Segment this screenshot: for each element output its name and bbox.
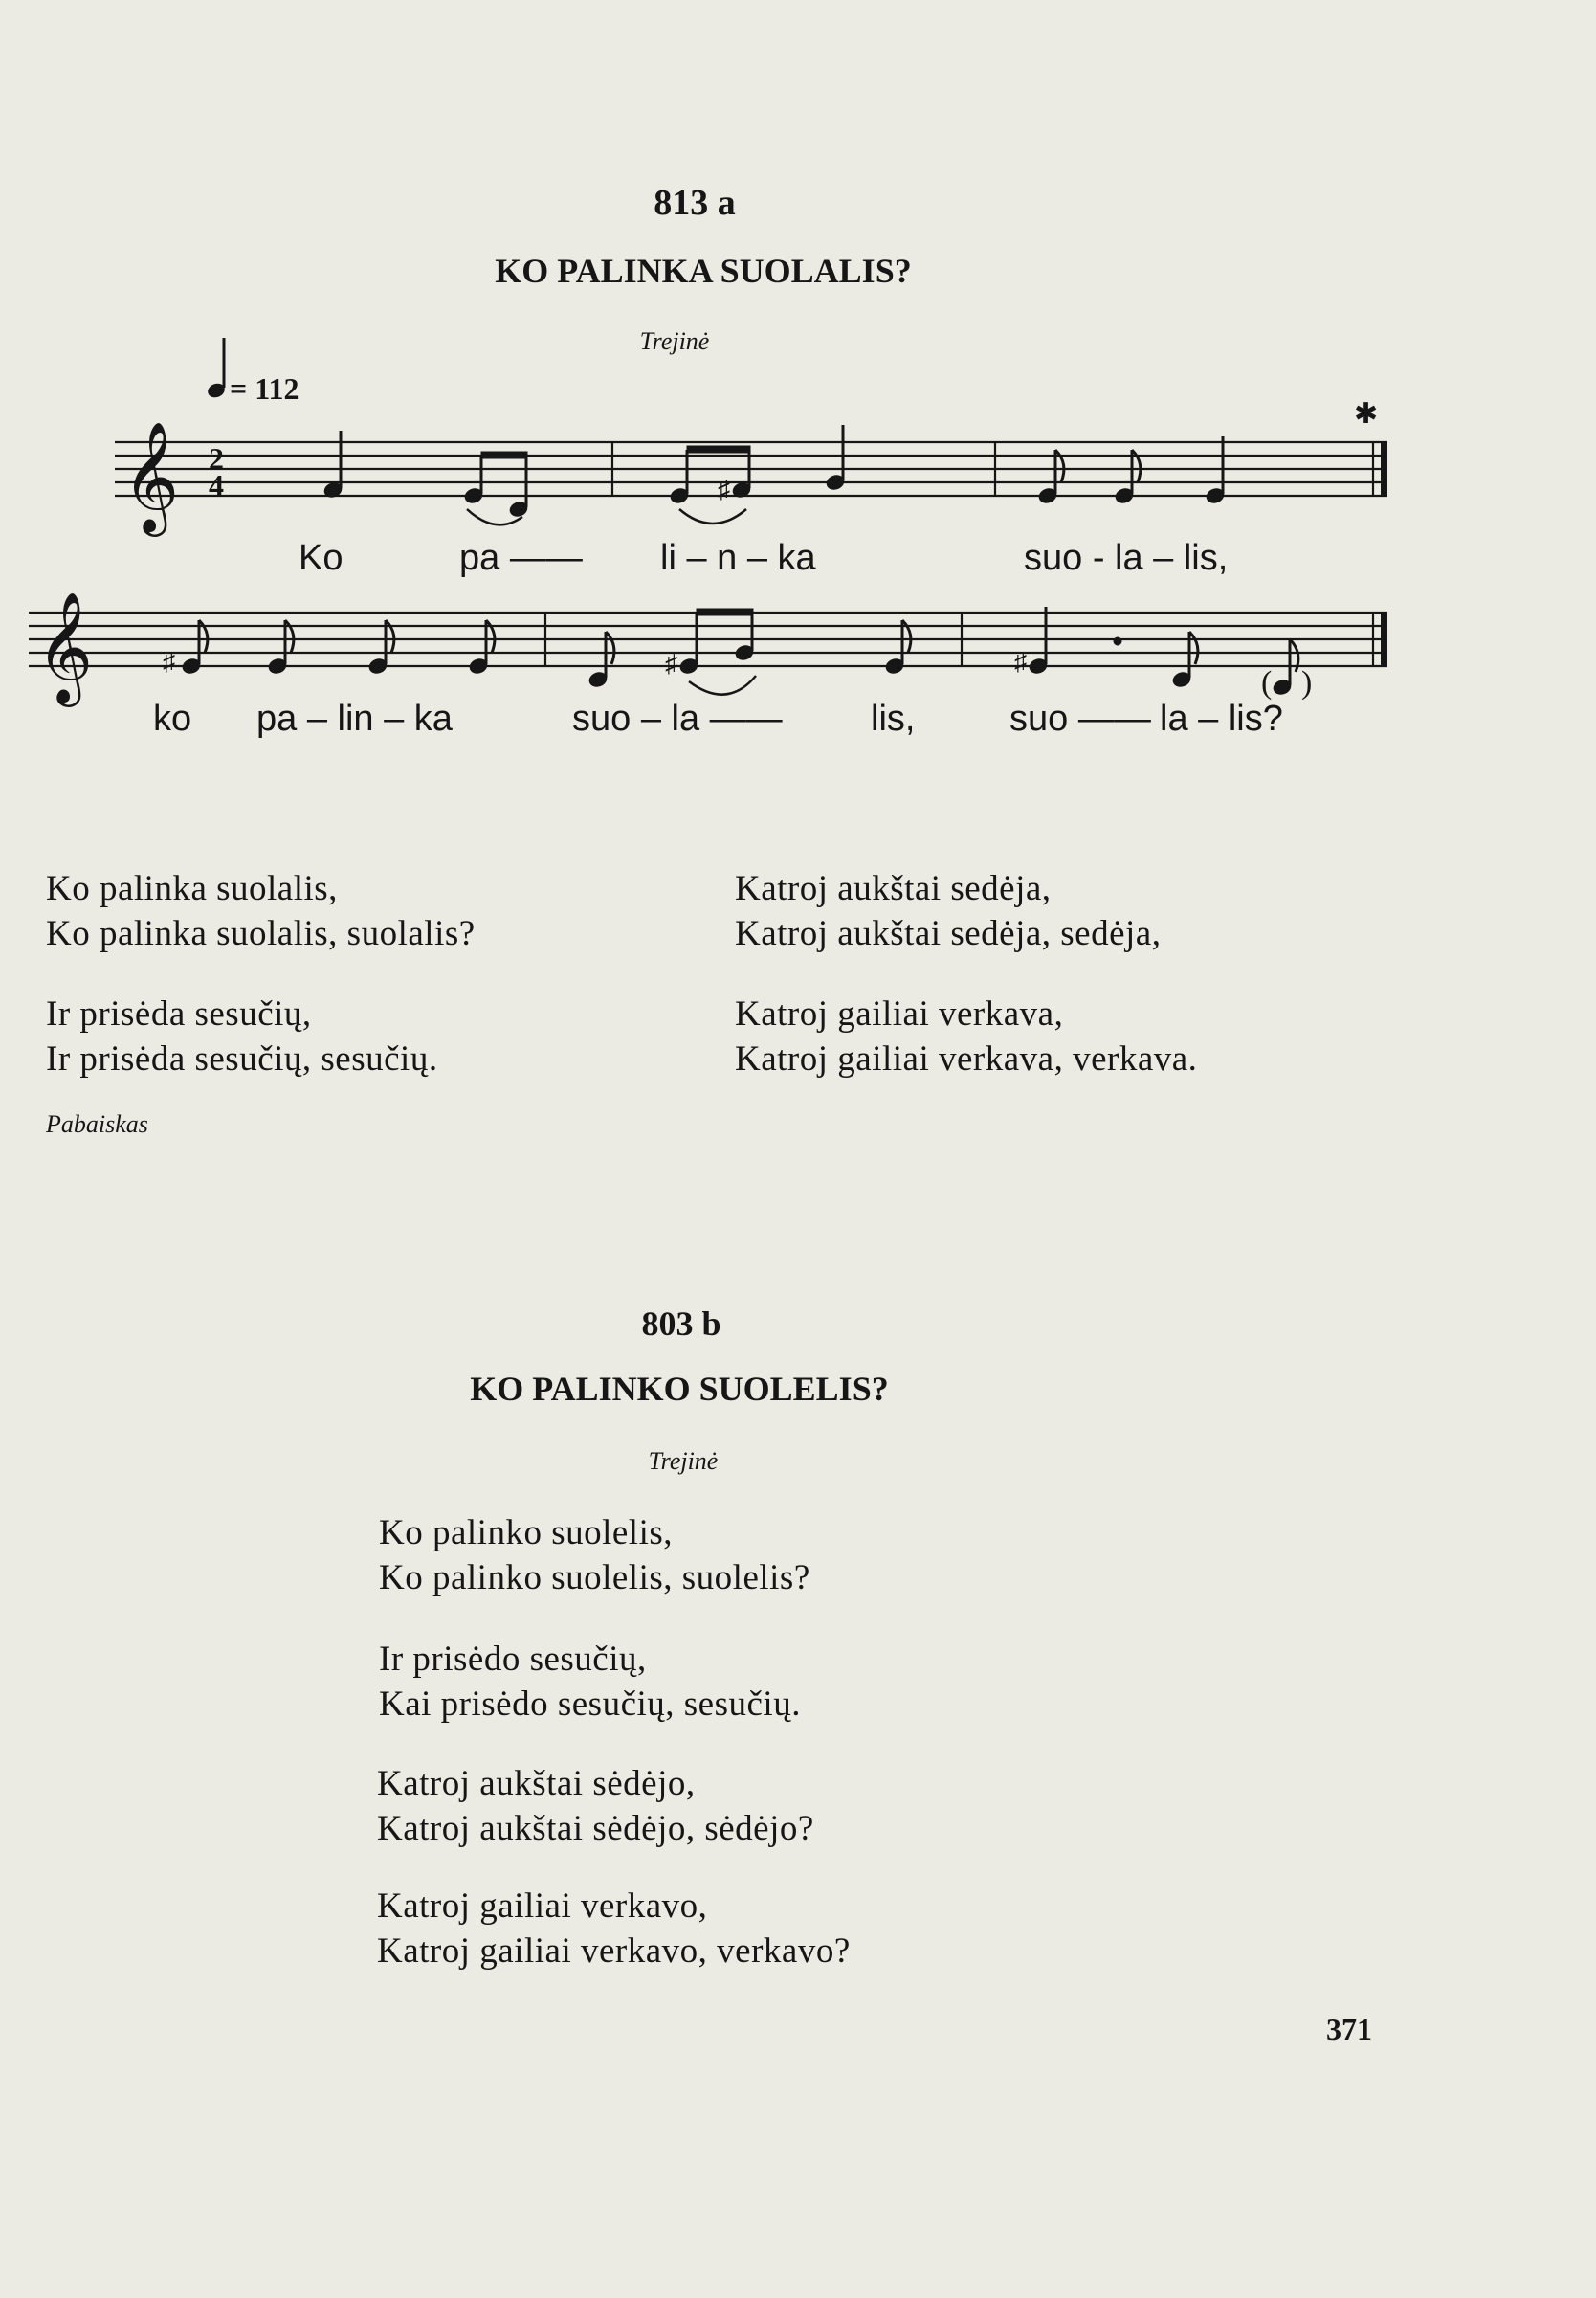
stanza-right-1 [735,866,1161,956]
verse-line: Katroj gailiai verkavo, [377,1886,708,1926]
svg-text:♯: ♯ [1014,648,1027,676]
lyric-syllable: suo – la —— [572,699,783,739]
music-staff-1 [105,402,1407,546]
tempo-mark: = 112 [230,371,299,406]
verse-line: Katroj gailiai verkavo, verkavo? [377,1931,851,1971]
treble-clef-icon: 𝄞 [36,594,94,701]
song-title: KO PALINKA SUOLALIS? [495,252,912,290]
stanza-1 [379,1510,810,1600]
song-number: 803 b [641,1305,721,1343]
verse-line: Ko palinko suolelis, [379,1513,674,1552]
verse-line: Ko palinka suolalis, suolalis? [46,914,476,953]
verse-line: Katroj gailiai verkava, [735,994,1064,1034]
time-sig-top: 2 [209,441,224,476]
verse-line: Ko palinko suolelis, suolelis? [379,1558,810,1597]
page-number: 371 [1326,2012,1372,2046]
song-subtitle: Trejinė [639,327,710,355]
svg-text:): ) [1301,665,1313,701]
lyric-syllable: pa —— [459,538,583,578]
treble-clef-icon: 𝄞 [122,424,180,530]
lyric-syllable: la – lis? [1160,699,1283,739]
svg-text:(: ( [1261,665,1273,701]
music-staff-2 [19,574,1407,718]
lyric-syllable: Ko [299,538,344,578]
pedal-mark-icon: ✱ [1354,402,1379,430]
lyric-syllable: suo - la – lis, [1024,538,1229,578]
verse-line: Ko palinka suolalis, [46,869,338,908]
verse-line: Katroj gailiai verkava, verkava. [735,1039,1198,1079]
lyric-syllable: suo —— [1009,699,1151,739]
stanza-4 [377,1884,851,1974]
svg-text:♯: ♯ [163,648,175,676]
stanza-left-1 [46,866,476,956]
svg-text:♯: ♯ [718,476,730,503]
verse-line: Ir prisėda sesučių, [46,994,312,1034]
stanza-2 [379,1637,801,1727]
verse-line: Katroj aukštai sėdėjo, sėdėjo? [377,1809,814,1848]
stanza-3 [377,1761,814,1851]
svg-text:♯: ♯ [665,650,677,678]
stanza-right-2 [735,992,1197,1082]
song-number: 813 a [654,183,736,223]
verse-line: Ir prisėdo sesučių, [379,1640,647,1679]
verse-line: Katroj aukštai sedėja, [735,869,1052,908]
verse-line: Ir prisėda sesučių, sesučių. [46,1039,438,1079]
lyric-syllable: ko [153,699,192,739]
verse-line: Kai prisėdo sesučių, sesučių. [379,1684,801,1724]
source-place: Pabaiskas [46,1110,148,1138]
song-subtitle: Trejinė [648,1447,719,1475]
time-sig-bottom: 4 [209,468,224,502]
verse-line: Katroj aukštai sėdėjo, [377,1764,696,1803]
stanza-left-2 [46,992,438,1082]
lyric-syllable: pa – lin – ka [256,699,453,739]
song-title: KO PALINKO SUOLELIS? [470,1370,889,1408]
lyric-syllable: li – n – ka [660,538,816,578]
lyric-syllable: lis, [871,699,916,739]
verse-line: Katroj aukštai sedėja, sedėja, [735,914,1162,953]
